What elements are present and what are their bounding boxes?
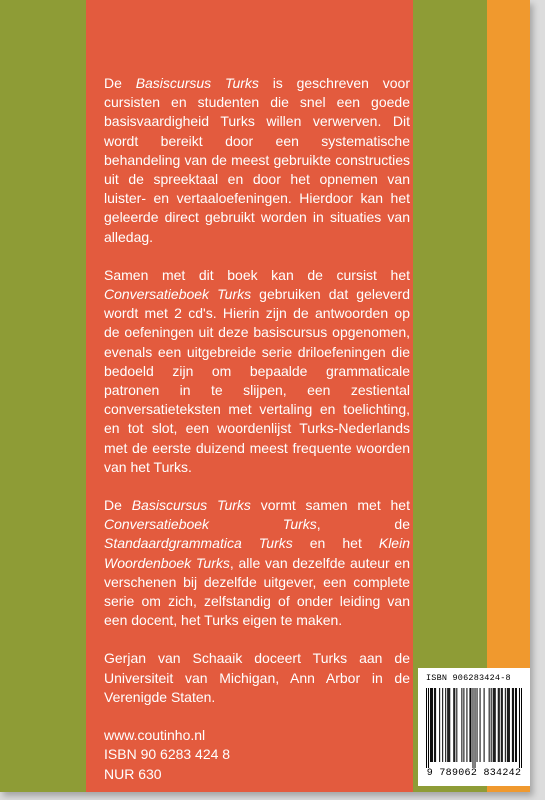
text-span: , de (316, 516, 410, 533)
green-stripe-left (0, 0, 86, 792)
text-span: en het (292, 535, 379, 552)
isbn-text: ISBN 90 6283 424 8 (104, 746, 231, 763)
book-title: Klein Woordenboek Turks (104, 535, 410, 571)
barcode-bar (445, 688, 446, 762)
barcode-bar (447, 688, 448, 762)
barcode-bar (454, 688, 455, 762)
barcode-isbn-label: ISBN 906283424-8 (426, 673, 511, 683)
barcode-bar (480, 688, 481, 762)
barcode-bar (463, 688, 464, 762)
barcode-bar (472, 688, 473, 768)
barcode-bar (477, 688, 478, 762)
barcode-bar (502, 688, 503, 762)
barcode-bar (456, 688, 457, 762)
barcode-bar (491, 688, 492, 762)
book-title: Conversatieboek Turks (104, 516, 317, 533)
barcode-bar (475, 688, 476, 768)
barcode-bar (498, 688, 499, 762)
barcode-bar (489, 688, 490, 762)
barcode-bar (470, 688, 471, 762)
barcode-bar (435, 688, 436, 762)
barcode-bar (494, 688, 495, 762)
nur-code: NUR 630 (104, 765, 162, 782)
text-span: Gerjan van Schaaik doceert Turks aan de Universiteit van Michigan, Ann Arbor in de Verenigde Staten. (104, 650, 410, 705)
barcode-bar (430, 688, 431, 762)
barcode-bar (448, 688, 449, 762)
website-url: www.coutinho.nl (104, 727, 206, 744)
book-title: Conversatieboek Turks (104, 286, 252, 303)
barcode-bar (432, 688, 433, 762)
barcode-bar (501, 688, 502, 762)
barcode-bar (505, 688, 506, 762)
barcode-bar (507, 688, 508, 762)
barcode-bar (449, 688, 450, 762)
text-span: vormt samen met het (250, 497, 410, 514)
text-span: gebruiken dat geleverd wordt met 2 cd's. Hierin zijn de antwoorden op de oefeningen uit deze basiscursus opgenomen, evenals een uitgebreide serie driloefeningen die bedoeld zijn om bepaalde grammaticale patronen in te slijpen, een zestiental conversatieteksten met vertaling en toelichting, en tot slot, een woordenlijst Turks-Nederlands met de eerste duizend meest frequente woorden van het Turks. (104, 286, 410, 475)
book-title: Basiscursus Turks (131, 497, 251, 514)
barcode-bar (426, 688, 427, 768)
book-title: Standaardgrammatica Turks (104, 535, 293, 552)
barcode-bar (493, 688, 494, 762)
barcode-bar (461, 688, 462, 762)
barcode-bar (439, 688, 440, 762)
book-title: Basiscursus Turks (135, 75, 259, 91)
text-span: Samen met dit boek kan de cursist het (104, 266, 410, 283)
barcode-bar (442, 688, 443, 762)
barcode-bar (484, 688, 485, 762)
barcode-bar (428, 688, 429, 768)
author-paragraph (104, 649, 410, 707)
barcode-bar (508, 688, 509, 762)
companion-book-paragraph (104, 266, 410, 477)
barcode (426, 688, 522, 768)
text-span: is geschreven voor cursisten en studenten die snel een goede basisvaardigheid Turks willen verwerven. Dit wordt bereikt door een systematische behandeling van de meest gebruikte constructies uit de spreektaal en door het opnemen van luister- en vertaaloefeningen. Hierdoor kan het geleerde direct gebruikt worden in situaties van alledag. (104, 75, 410, 245)
description-paragraph (104, 74, 410, 247)
barcode-bar (453, 688, 454, 762)
publisher-info (104, 726, 410, 784)
barcode-bar (431, 688, 432, 762)
barcode-bar (495, 688, 496, 762)
text-span: De (104, 497, 132, 514)
text-span: , alle van dezelfde auteur en verschenen bij dezelfde uitgever, een complete serie om zich, zelfstandig of onder leiding van een docent, het Turks eigen te maken. (104, 554, 411, 629)
barcode-bar (434, 688, 435, 762)
barcode-box (418, 668, 530, 786)
barcode-bar (469, 688, 470, 762)
barcode-bar (499, 688, 500, 762)
blurb-text (104, 74, 410, 784)
series-paragraph (104, 496, 410, 630)
barcode-bar (515, 688, 516, 762)
text-span: De (104, 75, 136, 91)
barcode-digits: 9 789062 834242 (426, 768, 522, 779)
barcode-bar (519, 688, 520, 768)
barcode-bar (516, 688, 517, 762)
barcode-bar (513, 688, 514, 762)
barcode-bar (466, 688, 467, 762)
barcode-bar (512, 688, 513, 762)
barcode-bar (521, 688, 522, 768)
barcode-bar (509, 688, 510, 762)
